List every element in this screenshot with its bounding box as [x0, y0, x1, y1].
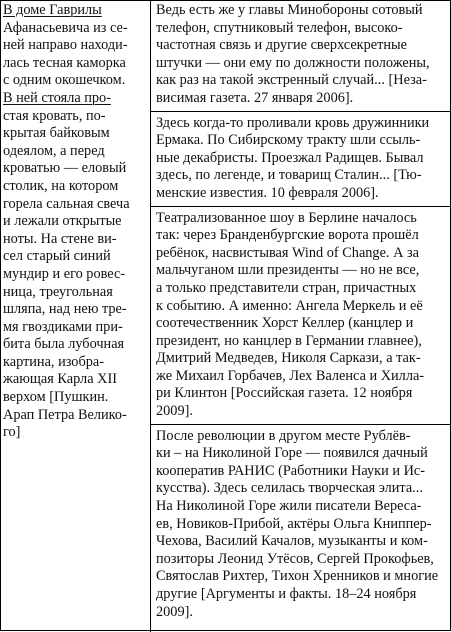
- left-line: ней направо находи-: [3, 37, 128, 54]
- left-line: картина, изобра-: [3, 353, 104, 370]
- right-column-examples: [156, 2, 450, 621]
- entry-line: кусства). Здесь селилась творческая элита...: [156, 480, 423, 497]
- entry-line: так: через Бранденбургские ворота прошёл: [156, 227, 419, 244]
- entry-line: как раз на такой экстренный случай... [Неза-: [156, 72, 427, 89]
- left-line: мундир и его ровес-: [3, 265, 126, 282]
- left-line: ноты. На стене ви-: [3, 230, 117, 247]
- entry-line: Чехова, Василий Качалов, музыканты и ком-: [156, 533, 428, 550]
- entry-line: к событию. А именно: Ангела Меркель и её: [156, 297, 423, 314]
- entry-line: Театрализованное шоу в Берлине началось: [156, 209, 417, 226]
- left-line: мя гвоздиками при-: [3, 318, 123, 335]
- left-column-pushkin-quote: [3, 2, 147, 442]
- left-line: горела сальная свеча: [3, 195, 130, 212]
- entry-line: ев, Новиков-Прибой, актёры Ольга Книппер-: [156, 515, 432, 532]
- left-line: сел старый синий: [3, 248, 111, 265]
- entry-line: штучки — они ему по должности положены,: [156, 54, 430, 71]
- left-line: бита была лубочная: [3, 336, 125, 353]
- entry-line: Ермака. По Сибирскому тракту шли ссыль-: [156, 132, 421, 149]
- left-line: Афанасьевича из се-: [3, 19, 128, 36]
- entry-line: менские известия. 10 февраля 2006].: [156, 184, 379, 201]
- entry-line: здесь, по легенде, и товарищ Сталин... [Тю-: [156, 167, 422, 184]
- left-line: стая кровать, по-: [3, 107, 106, 124]
- entry-line: мальчуганом шли президенты — но не все,: [156, 262, 420, 279]
- left-line: с одним окошечком.: [3, 72, 126, 89]
- example-entry-berlin: [156, 210, 450, 421]
- entry-line: Ведь есть же у главы Минобороны сотовый: [156, 2, 423, 18]
- entry-line: висимая газета. 27 января 2006].: [156, 89, 354, 106]
- entry-line: Дмитрий Медведев, Николя Саркази, а так-: [156, 350, 421, 367]
- left-line: Арап Петра Велико-: [3, 406, 127, 423]
- example-entry-minoborony: [156, 2, 450, 108]
- left-line: жающая Карла XII: [3, 371, 117, 388]
- entry-line: соотечественник Хорст Келлер (канцлер и: [156, 315, 414, 332]
- entry-line: Здесь когда-то проливали кровь дружинники: [156, 114, 430, 131]
- left-line: кроватью — еловый: [3, 160, 127, 177]
- entry-line: а только представители стран, причастных: [156, 279, 417, 296]
- left-line: и лежали открытые: [3, 213, 122, 230]
- entry-line: ки – на Николиной Горе — появился дачный: [156, 445, 428, 462]
- entry-line: частотная связь и другие сверхсекретные: [156, 37, 407, 54]
- row-separator: [150, 206, 451, 207]
- entry-line: же Михаил Горбачев, Лех Валенса и Хилла-: [156, 367, 425, 384]
- left-line: верхом [Пушкин.: [3, 389, 109, 406]
- entry-line: На Николиной Горе жили писатели Вереса-: [156, 498, 422, 515]
- row-separator: [150, 424, 451, 425]
- left-line: В ней стояла про-: [3, 89, 111, 106]
- column-divider: [150, 1, 151, 632]
- entry-line: 2009].: [156, 603, 193, 620]
- example-entry-ermak: [156, 115, 450, 203]
- entry-line: кооператив РАНИС (Работники Науки и Ис-: [156, 462, 426, 479]
- example-entry-nikolina-gora: [156, 428, 450, 622]
- left-line: В доме Гаврилы: [3, 2, 102, 18]
- left-line: лась тесная каморка: [3, 54, 126, 71]
- left-line: шляпа, над нею тре-: [3, 301, 127, 318]
- left-line: одеялом, а перед: [3, 142, 105, 159]
- entry-line: позиторы Леонид Утёсов, Сергей Прокофьев,: [156, 550, 434, 567]
- entry-line: ные декабристы. Проезжал Радищев. Бывал: [156, 149, 424, 166]
- entry-line: другие [Аргументы и факты. 18–24 ноября: [156, 586, 417, 602]
- left-line: крытая байковым: [3, 125, 110, 142]
- entry-line: Святослав Рихтер, Тихон Хренников и многие: [156, 568, 439, 585]
- entry-line: телефон, спутниковый телефон, высоко-: [156, 19, 403, 36]
- row-separator: [150, 111, 451, 112]
- left-line: го]: [3, 424, 21, 441]
- entry-line: президент, но канцлер в Германии главнее),: [156, 332, 422, 349]
- entry-line: ри Клинтон [Российская газета. 12 ноября: [156, 385, 413, 402]
- entry-line: 2009].: [156, 403, 193, 420]
- left-line: ница, треугольная: [3, 283, 113, 300]
- entry-line: После революции в другом месте Рублёв-: [156, 427, 411, 444]
- entry-line: ребёнок, насвистывая Wind of Change. А за: [156, 244, 419, 261]
- left-line: столик, на котором: [3, 177, 119, 194]
